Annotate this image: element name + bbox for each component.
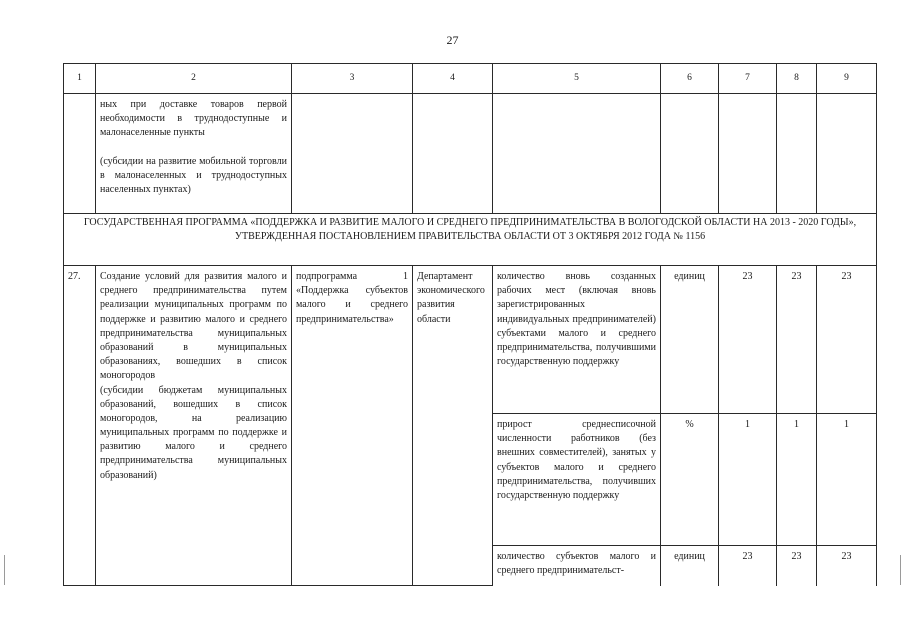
indicator-value: 23 [777,546,817,586]
scan-edge-mark [900,555,901,585]
indicator-unit: % [661,414,719,546]
measure-cell [96,266,292,586]
scan-edge-mark [4,555,5,585]
indicator-name: количество субъектов малого и среднего предпринимательст- [493,546,661,586]
indicator-value: 23 [719,266,777,414]
table-row [64,266,877,414]
column-header: 2 [96,64,292,94]
indicator-value: 1 [817,414,877,546]
program-cell: подпрограмма 1 «Поддержка субъектов малого и среднего предпринимательства» [292,266,413,586]
table-cell [661,94,719,214]
column-header: 8 [777,64,817,94]
table-cell [413,94,493,214]
table-cell [493,94,661,214]
indicator-unit: единиц [661,266,719,414]
table-cell [719,94,777,214]
column-header: 5 [493,64,661,94]
page-number: 27 [446,33,459,47]
measure-cell [96,94,292,214]
column-header: 6 [661,64,719,94]
indicator-value: 1 [719,414,777,546]
measure-text: Создание условий для развития малого и среднего предпринимательства путем реализации муниципальных программ по поддержке и развитию малого и среднего предпринимательства муниципальных образований в муниципальных образованиях, вошедших в список моногородов [100,271,287,382]
column-header: 4 [413,64,493,94]
indicator-unit: единиц [661,546,719,586]
table-cell [777,94,817,214]
executor-cell: Департамент экономического развития области [413,266,493,586]
section-heading: ГОСУДАРСТВЕННАЯ ПРОГРАММА «ПОДДЕРЖКА И РАЗВИТИЕ МАЛОГО И СРЕДНЕГО ПРЕДПРИНИМАТЕЛЬСТВА В ВОЛОГОДСКОЙ ОБЛАСТИ НА 2013 - 2020 ГОДЫ», УТВЕРЖДЕННАЯ ПОСТАНОВЛЕНИЕМ ПРАВИТЕЛЬСТВА ОБЛАСТИ ОТ 3 ОКТЯБРЯ 2012 ГОДА № 1156 [64,214,877,266]
indicator-value: 23 [817,546,877,586]
indicator-value: 23 [817,266,877,414]
indicator-value: 23 [719,546,777,586]
column-header: 3 [292,64,413,94]
column-header-row [64,64,877,94]
column-header: 7 [719,64,777,94]
section-row [64,214,877,266]
measure-text: ных при доставке товаров первой необходимости в труднодоступные и малонаселенные пункты [100,99,287,139]
indicator-name: количество вновь созданных рабочих мест (включая вновь зарегистрированных индивидуальных предпринимателей) субъектами малого и среднего предпринимательства, получившими государственную поддержку [493,266,661,414]
continuation-row [64,94,877,214]
indicator-name: прирост среднесписочной численности работников (без внешних совместителей), занятых у субъектов малого и среднего предпринимательства, получивших государственную поддержку [493,414,661,546]
program-table [63,63,877,586]
measure-note: (субсидии на развитие мобильной торговли в малонаселенных и труднодоступных населенных пунктах) [100,155,287,195]
indicator-value: 23 [777,266,817,414]
table-cell [64,94,96,214]
indicator-value: 1 [777,414,817,546]
table-cell [292,94,413,214]
table-cell [817,94,877,214]
row-number: 27. [64,266,96,586]
measure-note: (субсидии бюджетам муниципальных образований, вошедших в список моногородов, на реализацию муниципальных программ по поддержке и развитию малого и среднего предпринимательства муниципальных образований) [100,384,287,481]
column-header: 1 [64,64,96,94]
column-header: 9 [817,64,877,94]
